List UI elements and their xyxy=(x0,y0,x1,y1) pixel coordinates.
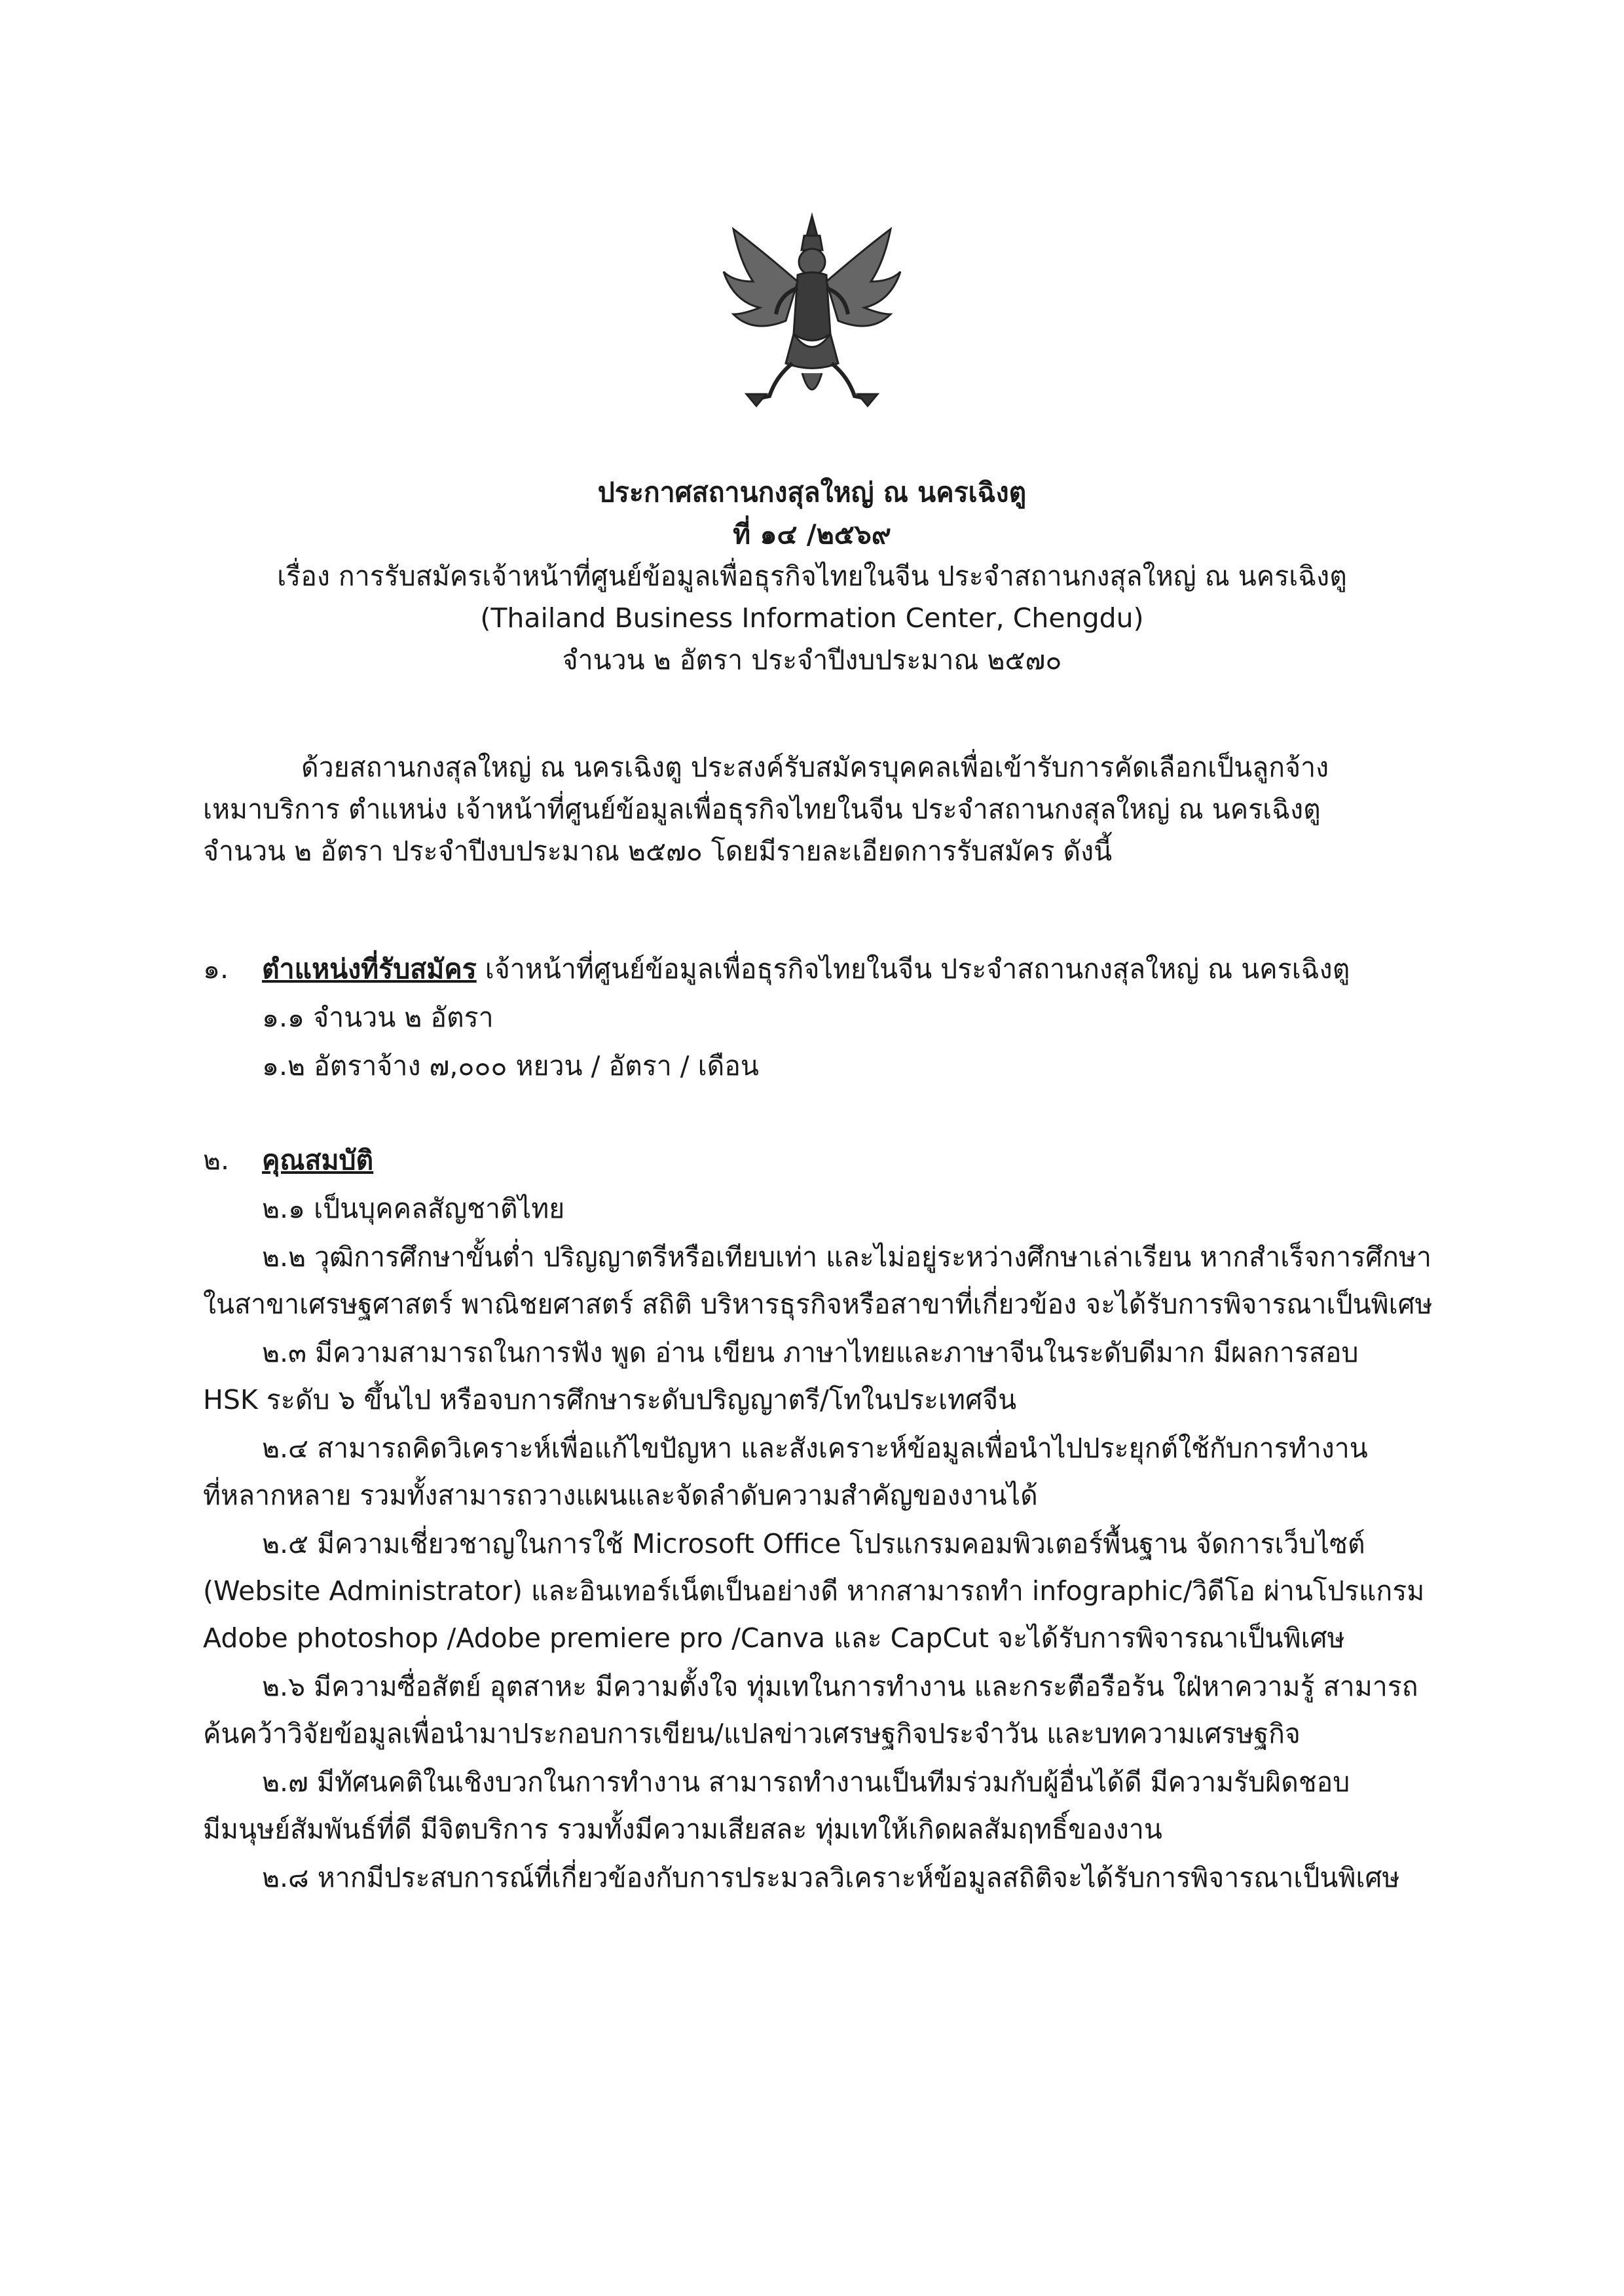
announcement-english-title: (Thailand Business Information Center, Chengdu) xyxy=(480,602,1144,634)
garuda-emblem-icon xyxy=(714,210,910,419)
qualification-2-3-cont: HSK ระดับ ๖ ขึ้นไป หรือจบการศึกษาระดับปริญญาตรี/โทในประเทศจีน xyxy=(203,1384,1017,1415)
announcement-number: ที่ ๑๔ /๒๕๖๙ xyxy=(733,519,891,550)
section-1-heading-line xyxy=(203,948,1350,990)
section-1-heading: ตำแหน่งที่รับสมัคร xyxy=(262,953,477,985)
qualification-2-5-cont-1: (Website Administrator) และอินเทอร์เน็ตเป็นอย่างดี หากสามารถทำ infographic/วิดีโอ ผ่านโปรแกรม xyxy=(203,1575,1425,1607)
section-1-text: เจ้าหน้าที่ศูนย์ข้อมูลเพื่อธุรกิจไทยในจีน ประจำสถานกงสุลใหญ่ ณ นครเฉิงตู xyxy=(476,953,1350,985)
announcement-subject: เรื่อง การรับสมัครเจ้าหน้าที่ศูนย์ข้อมูลเพื่อธุรกิจไทยในจีน ประจำสถานกงสุลใหญ่ ณ นครเฉิงตู xyxy=(277,560,1347,592)
intro-line-3: จำนวน ๒ อัตรา ประจำปีงบประมาณ ๒๕๗๐ โดยมีรายละเอียดการรับสมัคร ดังนี้ xyxy=(203,835,1113,867)
qualification-2-5-cont-2: Adobe photoshop /Adobe premiere pro /Canva และ CapCut จะได้รับการพิจารณาเป็นพิเศษ xyxy=(203,1622,1345,1654)
section-1-item-1: ๑.๑ จำนวน ๒ อัตรา xyxy=(262,1002,494,1033)
announcement-title: ประกาศสถานกงสุลใหญ่ ณ นครเฉิงตู xyxy=(597,477,1027,508)
section-2-heading: คุณสมบัติ xyxy=(262,1144,374,1176)
qualification-2-7-cont: มีมนุษย์สัมพันธ์ที่ดี มีจิตบริการ รวมทั้งมีความเสียสละ ทุ่มเทให้เกิดผลสัมฤทธิ์ของงาน xyxy=(203,1813,1162,1845)
intro-paragraph xyxy=(203,746,1428,872)
section-1-item-2: ๑.๒ อัตราจ้าง ๗,๐๐๐ หยวน / อัตรา / เดือน xyxy=(262,1050,759,1082)
section-1-number: ๑. xyxy=(203,953,229,985)
section-2-number: ๒. xyxy=(203,1144,230,1176)
intro-line-2: เหมาบริการ ตำแหน่ง เจ้าหน้าที่ศูนย์ข้อมูลเพื่อธุรกิจไทยในจีน ประจำสถานกงสุลใหญ่ ณ นครเฉิงตู xyxy=(203,793,1321,825)
qualification-2-2-cont: ในสาขาเศรษฐศาสตร์ พาณิชยศาสตร์ สถิติ บริหารธุรกิจหรือสาขาที่เกี่ยวข้อง จะได้รับการพิจารณาเป็นพิเศษ xyxy=(203,1288,1433,1320)
qualification-2-8: ๒.๘ หากมีประสบการณ์ที่เกี่ยวข้องกับการประมวลวิเคราะห์ข้อมูลสถิติจะได้รับการพิจารณาเป็นพิเศษ xyxy=(262,1862,1400,1893)
qualification-2-2: ๒.๒ วุฒิการศึกษาขั้นต่ำ ปริญญาตรีหรือเทียบเท่า และไม่อยู่ระหว่างศึกษาเล่าเรียน หากสำเร็จการศึกษา xyxy=(262,1241,1432,1273)
qualification-2-5: ๒.๕ มีความเชี่ยวชาญในการใช้ Microsoft Office โปรแกรมคอมพิวเตอร์พื้นฐาน จัดการเว็บไซต์ xyxy=(262,1528,1365,1559)
section-2-heading-line xyxy=(203,1139,373,1181)
announcement-header xyxy=(131,471,1493,681)
qualification-2-3: ๒.๓ มีความสามารถในการฟัง พูด อ่าน เขียน ภาษาไทยและภาษาจีนในระดับดีมาก มีผลการสอบ xyxy=(262,1337,1359,1368)
qualification-2-1: ๒.๑ เป็นบุคคลสัญชาติไทย xyxy=(262,1193,565,1224)
qualification-2-4-cont: ที่หลากหลาย รวมทั้งสามารถวางแผนและจัดลำดับความสำคัญของงานได้ xyxy=(203,1480,1038,1511)
qualification-2-7: ๒.๗ มีทัศนคติในเชิงบวกในการทำงาน สามารถทำงานเป็นทีมร่วมกับผู้อื่นได้ดี มีความรับผิดชอบ xyxy=(262,1766,1350,1798)
announcement-quota: จำนวน ๒ อัตรา ประจำปีงบประมาณ ๒๕๗๐ xyxy=(562,644,1062,676)
qualification-2-4: ๒.๔ สามารถคิดวิเคราะห์เพื่อแก้ไขปัญหา และสังเคราะห์ข้อมูลเพื่อนำไปประยุกต์ใช้กับการทำงาน xyxy=(262,1432,1368,1464)
qualification-2-6: ๒.๖ มีความซื่อสัตย์ อุตสาหะ มีความตั้งใจ ทุ่มเทในการทำงาน และกระตือรือร้น ใฝ่หาความรู้ สามารถ xyxy=(262,1671,1418,1702)
qualification-2-6-cont: ค้นคว้าวิจัยข้อมูลเพื่อนำมาประกอบการเขียน/แปลข่าวเศรษฐกิจประจำวัน และบทความเศรษฐกิจ xyxy=(203,1718,1301,1749)
intro-line-1: ด้วยสถานกงสุลใหญ่ ณ นครเฉิงตู ประสงค์รับสมัครบุคคลเพื่อเข้ารับการคัดเลือกเป็นลูกจ้าง xyxy=(301,752,1329,783)
